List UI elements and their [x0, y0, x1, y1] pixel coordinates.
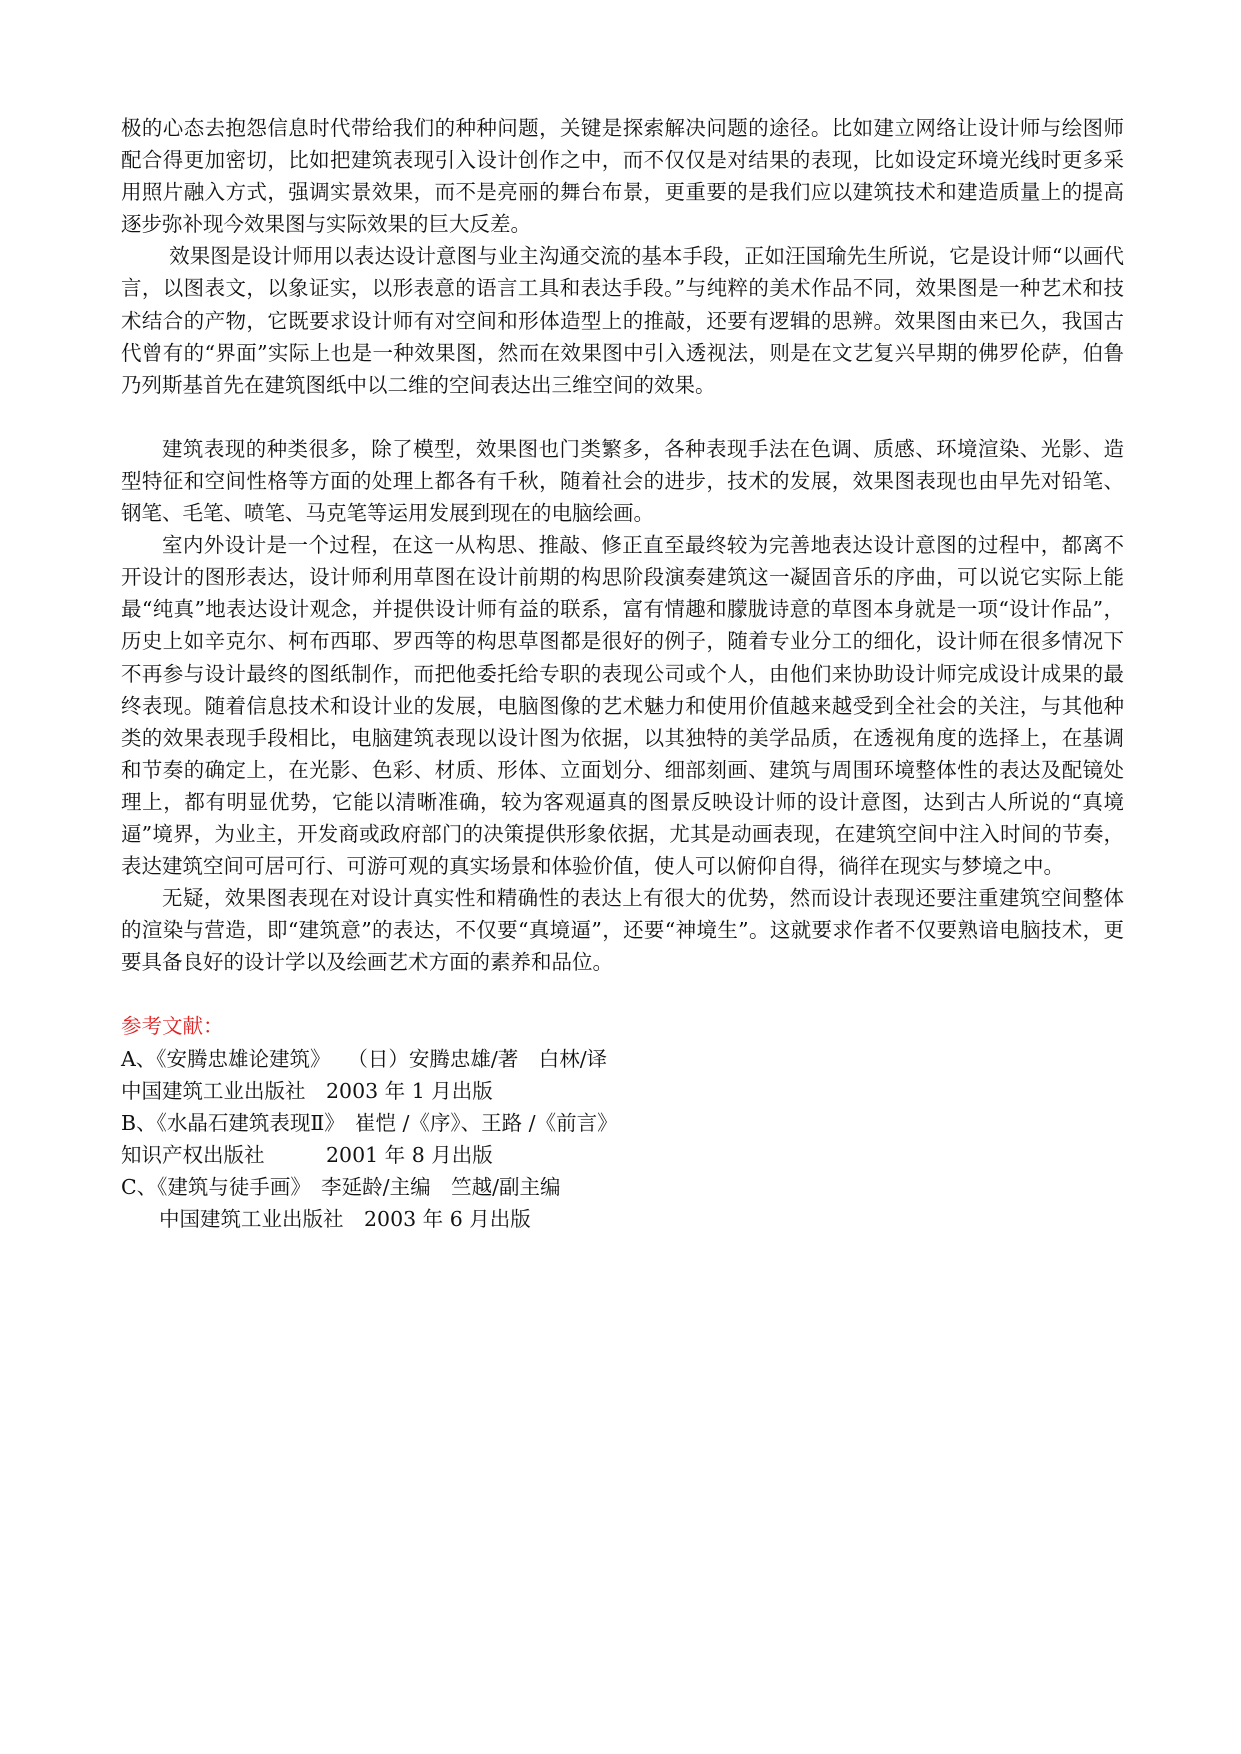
document-page	[121, 112, 1124, 1235]
reference-b-publisher: 知识产权出版社 2001 年 8 月出版	[121, 1142, 493, 1167]
references-title: 参考文献：	[121, 1014, 224, 1039]
body-paragraph-2: 效果图是设计师用以表达设计意图与业主沟通交流的基本手段，正如汪国瑜先生所说，它是设计师“以画代言，以图表文，以象证实，以形表意的语言工具和表达手段。”与纯粹的美术作品不同，效果图是一种艺术和技术结合的产物，它既要求设计师有对空间和形体造型上的推敲，还要有逻辑的思辨。效果图由来已久，我国古代曾有的“界面”实际上也是一种效果图，然而在效果图中引入透视法，则是在文艺复兴早期的佛罗伦萨，伯鲁乃列斯基首先在建筑图纸中以二维的空间表达出三维空间的效果。	[121, 244, 1124, 397]
reference-a-publisher: 中国建筑工业出版社 2003 年 1 月出版	[121, 1078, 493, 1103]
references-section	[121, 1010, 1124, 1235]
body-paragraph-3: 建筑表现的种类很多，除了模型，效果图也门类繁多，各种表现手法在色调、质感、环境渲染、光影、造型特征和空间性格等方面的处理上都各有千秋，随着社会的进步，技术的发展，效果图表现也由早先对铅笔、钢笔、毛笔、喷笔、马克笔等运用发展到现在的电脑绘画。	[121, 436, 1124, 526]
reference-a-title: A、《安腾忠雄论建筑》 （日）安腾忠雄/著 白林/译	[121, 1046, 608, 1071]
reference-c-title: C、《建筑与徒手画》 李延龄/主编 竺越/副主编	[121, 1174, 561, 1199]
body-paragraph-4: 室内外设计是一个过程，在这一从构思、推敲、修正直至最终较为完善地表达设计意图的过程中，都离不开设计的图形表达，设计师利用草图在设计前期的构思阶段演奏建筑这一凝固音乐的序曲，可以说它实际上能最“纯真”地表达设计观念，并提供设计师有益的联系，富有情趣和朦胧诗意的草图本身就是一项“设计作品”，历史上如辛克尔、柯布西耶、罗西等的构思草图都是很好的例子，随着专业分工的细化，设计师在很多情况下不再参与设计最终的图纸制作，而把他委托给专职的表现公司或个人，由他们来协助设计师完成设计成果的最终表现。随着信息技术和设计业的发展，电脑图像的艺术魅力和使用价值越来越受到全社会的关注，与其他种类的效果表现手段相比，电脑建筑表现以设计图为依据，以其独特的美学品质，在透视角度的选择上，在基调和节奏的确定上，在光影、色彩、材质、形体、立面划分、细部刻画、建筑与周围环境整体性的表达及配镜处理上，都有明显优势，它能以清晰准确，较为客观逼真的图景反映设计师的设计意图，达到古人所说的“真境逼”境界，为业主，开发商或政府部门的决策提供形象依据，尤其是动画表现，在建筑空间中注入时间的节奏，表达建筑空间可居可行、可游可观的真实场景和体验价值，使人可以俯仰自得，徜徉在现实与梦境之中。	[121, 533, 1124, 879]
body-paragraph-5: 无疑，效果图表现在对设计真实性和精确性的表达上有很大的优势，然而设计表现还要注重建筑空间整体的渲染与营造，即“建筑意”的表达，不仅要“真境逼”，还要“神境生”。这就要求作者不仅要熟谙电脑技术，更要具备良好的设计学以及绘画艺术方面的素养和品位。	[121, 886, 1124, 975]
reference-c-publisher: 中国建筑工业出版社 2003 年 6 月出版	[159, 1207, 531, 1231]
reference-b-title: B、《水晶石建筑表现Ⅱ》 崔恺 /《序》、王路 /《前言》	[121, 1110, 618, 1135]
body-paragraph-1: 极的心态去抱怨信息时代带给我们的种种问题，关键是探索解决问题的途径。比如建立网络让设计师与绘图师配合得更加密切，比如把建筑表现引入设计创作之中，而不仅仅是对结果的表现，比如设定环境光线时更多采用照片融入方式，强调实景效果，而不是亮丽的舞台布景，更重要的是我们应以建筑技术和建造质量上的提高逐步弥补现今效果图与实际效果的巨大反差。	[121, 116, 1124, 237]
